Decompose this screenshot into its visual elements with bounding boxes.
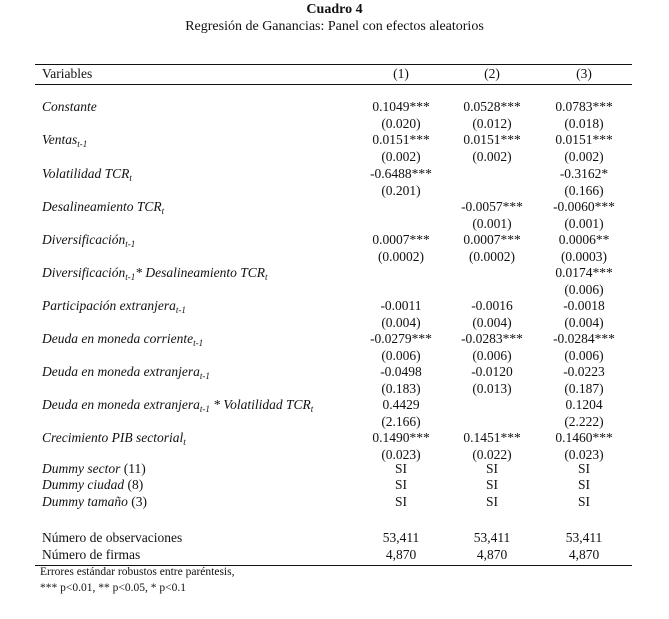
stat-value-cell: 53,411: [565, 530, 603, 545]
coefficient-cell: 0.0007***: [372, 232, 430, 247]
variable-name: Constante: [42, 99, 97, 114]
top-rule: [35, 64, 632, 65]
coefficient-cell: -0.0498: [380, 364, 422, 379]
std-error-cell: (0.018): [564, 116, 604, 131]
variable-name: Ventas: [42, 132, 78, 147]
std-error-cell: (0.001): [564, 216, 604, 231]
header-col-3: (3): [576, 66, 592, 81]
std-error-cell: (0.006): [564, 348, 604, 363]
coefficient-cell: -0.0057***: [461, 199, 523, 214]
dummy-value-cell: SI: [394, 461, 407, 476]
std-error-cell: (0.001): [472, 216, 512, 231]
std-error-cell: (0.002): [564, 149, 604, 164]
dummy-value-cell: SI: [577, 461, 590, 476]
std-error-cell: (0.023): [381, 447, 421, 462]
dummy-value-cell: SI: [485, 494, 498, 509]
table-subtitle: Regresión de Ganancias: Panel con efectos aleatorios: [185, 19, 484, 34]
coefficient-cell: 0.1204: [565, 397, 603, 412]
coefficient-cell: -0.0283***: [461, 331, 523, 346]
dummy-name: Dummy ciudad: [42, 477, 125, 492]
table-title: Cuadro 4: [306, 2, 363, 17]
variable-subscript: t: [183, 437, 186, 447]
std-error-cell: (0.013): [472, 381, 512, 396]
variable-name: Deuda en moneda corriente: [42, 331, 194, 346]
header-col-2: (2): [484, 66, 500, 81]
interaction-subscript: t: [310, 404, 314, 414]
coefficient-cell: -0.0011: [380, 298, 422, 313]
variable-interaction: * Desalineamiento TCR: [135, 265, 265, 280]
variable-label: [42, 199, 164, 215]
variable-label: [42, 298, 186, 314]
dummy-label: [42, 494, 147, 510]
coefficient-cell: 0.1490***: [372, 430, 430, 445]
stat-value-cell: 53,411: [382, 530, 420, 545]
variable-subscript: t-1: [175, 305, 186, 315]
variable-interaction: * Volatilidad TCR: [209, 397, 311, 412]
std-error-cell: (0.183): [381, 381, 421, 396]
dummy-label: [42, 477, 143, 493]
header-variables: Variables: [42, 66, 93, 81]
variable-name: Desalineamiento TCR: [42, 199, 162, 214]
header-rule: [35, 84, 632, 85]
dummy-value-cell: SI: [394, 494, 407, 509]
coefficient-cell: 0.0528***: [463, 99, 521, 114]
dummy-name: Dummy sector: [42, 461, 121, 476]
dummy-value-cell: SI: [394, 477, 407, 492]
coefficient-cell: -0.3162*: [559, 166, 609, 181]
coefficient-cell: 0.0783***: [555, 99, 613, 114]
dummy-count: (3): [127, 494, 147, 509]
coefficient-cell: -0.0060***: [553, 199, 615, 214]
table-note-1: Errores estándar robustos entre paréntesis,: [40, 566, 235, 578]
variable-label: [42, 265, 268, 281]
stat-value-cell: 4,870: [385, 547, 417, 562]
coefficient-cell: -0.0120: [471, 364, 513, 379]
coefficient-cell: -0.0016: [471, 298, 513, 313]
variable-subscript: t-1: [199, 404, 210, 414]
coefficient-cell: 0.1460***: [555, 430, 613, 445]
std-error-cell: (0.201): [381, 183, 421, 198]
std-error-cell: (0.022): [472, 447, 512, 462]
variable-name: Diversificación: [42, 232, 126, 247]
variable-subscript: t: [129, 173, 132, 183]
dummy-count: (8): [124, 477, 144, 492]
stat-label: Número de firmas: [42, 547, 141, 562]
stat-label: Número de observaciones: [42, 530, 183, 545]
coefficient-cell: 0.0151***: [463, 132, 521, 147]
std-error-cell: (2.166): [381, 414, 421, 429]
std-error-cell: (0.0002): [377, 249, 425, 264]
dummy-count: (11): [120, 461, 146, 476]
std-error-cell: (0.002): [381, 149, 421, 164]
coefficient-cell: -0.0279***: [370, 331, 432, 346]
dummy-value-cell: SI: [485, 461, 498, 476]
std-error-cell: (0.187): [564, 381, 604, 396]
std-error-cell: (0.004): [472, 315, 512, 330]
variable-label: [42, 99, 97, 115]
variable-label: [42, 166, 132, 182]
coefficient-cell: 0.0151***: [555, 132, 613, 147]
table-note-2: *** p<0.01, ** p<0.05, * p<0.1: [40, 582, 186, 594]
variable-label: [42, 331, 203, 347]
dummy-label: [42, 461, 146, 477]
std-error-cell: (2.222): [564, 414, 604, 429]
variable-label: [42, 364, 210, 380]
header-col-1: (1): [393, 66, 409, 81]
variable-subscript: t-1: [199, 371, 210, 381]
variable-subscript: t-1: [193, 338, 204, 348]
variable-name: Crecimiento PIB sectorial: [42, 430, 184, 445]
coefficient-cell: -0.0018: [563, 298, 605, 313]
stat-value-cell: 4,870: [476, 547, 508, 562]
coefficient-cell: 0.0006**: [558, 232, 610, 247]
dummy-value-cell: SI: [577, 477, 590, 492]
variable-label: [42, 232, 135, 248]
variable-label: [42, 132, 87, 148]
interaction-subscript: t: [264, 272, 268, 282]
variable-label: [42, 430, 186, 446]
variable-name: Volatilidad TCR: [42, 166, 130, 181]
coefficient-cell: -0.6488***: [370, 166, 432, 181]
std-error-cell: (0.006): [564, 282, 604, 297]
variable-name: Diversificación: [42, 265, 126, 280]
coefficient-cell: 0.4429: [382, 397, 420, 412]
coefficient-cell: 0.0174***: [555, 265, 613, 280]
coefficient-cell: 0.1049***: [372, 99, 430, 114]
std-error-cell: (0.002): [472, 149, 512, 164]
variable-subscript: t: [161, 206, 165, 216]
stat-value-cell: 53,411: [473, 530, 511, 545]
std-error-cell: (0.004): [381, 315, 421, 330]
std-error-cell: (0.0003): [560, 249, 608, 264]
std-error-cell: (0.0002): [468, 249, 516, 264]
variable-name: Deuda en moneda extranjera: [42, 364, 200, 379]
dummy-value-cell: SI: [485, 477, 498, 492]
std-error-cell: (0.023): [564, 447, 604, 462]
coefficient-cell: 0.0007***: [463, 232, 521, 247]
dummy-name: Dummy tamaño: [42, 494, 128, 509]
std-error-cell: (0.012): [472, 116, 512, 131]
coefficient-cell: -0.0284***: [553, 331, 615, 346]
variable-subscript: t-1: [125, 272, 136, 282]
coefficient-cell: -0.0223: [563, 364, 605, 379]
coefficient-cell: 0.0151***: [372, 132, 430, 147]
std-error-cell: (0.006): [472, 348, 512, 363]
std-error-cell: (0.006): [381, 348, 421, 363]
variable-label: [42, 397, 313, 413]
variable-subscript: t-1: [77, 139, 88, 149]
std-error-cell: (0.004): [564, 315, 604, 330]
std-error-cell: (0.020): [381, 116, 421, 131]
coefficient-cell: 0.1451***: [463, 430, 521, 445]
variable-name: Participación extranjera: [42, 298, 176, 313]
variable-subscript: t-1: [125, 239, 136, 249]
dummy-value-cell: SI: [577, 494, 590, 509]
std-error-cell: (0.166): [564, 183, 604, 198]
variable-name: Deuda en moneda extranjera: [42, 397, 200, 412]
stat-value-cell: 4,870: [568, 547, 600, 562]
